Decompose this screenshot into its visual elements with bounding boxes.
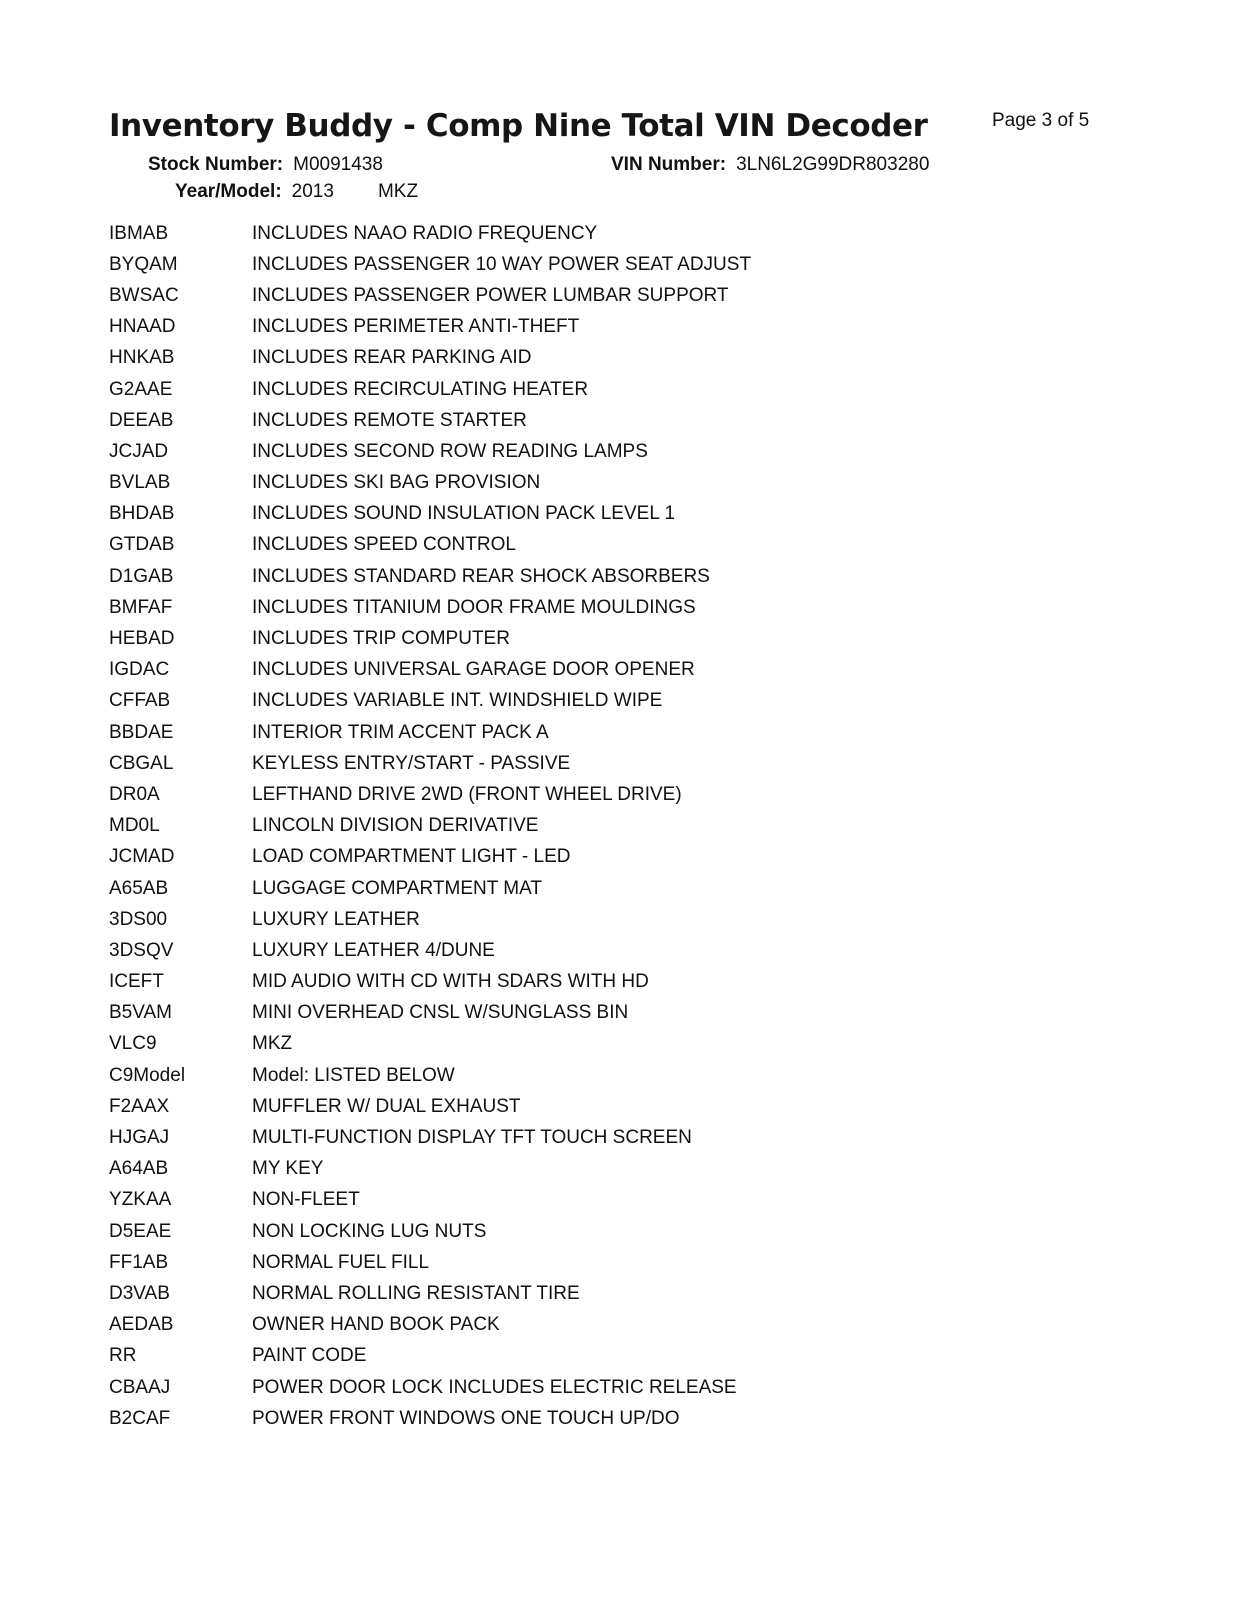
option-code: DR0A <box>109 783 160 805</box>
option-code: B2CAF <box>109 1407 171 1429</box>
option-code-row <box>109 748 751 779</box>
option-code: JCMAD <box>109 846 175 868</box>
option-code-row <box>109 436 751 467</box>
option-code-row <box>109 998 751 1029</box>
option-description: INCLUDES VARIABLE INT. WINDSHIELD WIPE <box>252 690 663 712</box>
option-code-row <box>109 1310 751 1341</box>
option-description: NORMAL FUEL FILL <box>252 1251 430 1273</box>
option-code-row <box>109 967 751 998</box>
option-description: INTERIOR TRIM ACCENT PACK A <box>252 721 549 743</box>
option-code: HEBAD <box>109 628 175 650</box>
option-code: JCJAD <box>109 440 169 462</box>
option-code-row <box>109 592 751 623</box>
option-description: INCLUDES TITANIUM DOOR FRAME MOULDINGS <box>252 596 696 618</box>
option-description: INCLUDES SPEED CONTROL <box>252 534 516 556</box>
option-code: BMFAF <box>109 596 173 618</box>
option-description: MKZ <box>252 1033 293 1055</box>
option-code-row <box>109 1029 751 1060</box>
year-model-label: Year/Model: <box>175 181 282 202</box>
option-code: HNAAD <box>109 316 176 338</box>
option-code-row <box>109 374 751 405</box>
model-value: MKZ <box>377 181 419 202</box>
option-code: IGDAC <box>109 659 170 681</box>
option-code-row <box>109 873 751 904</box>
option-code-row <box>109 686 751 717</box>
option-code: FF1AB <box>109 1251 169 1273</box>
vin-number-label: VIN Number: <box>611 154 727 175</box>
document-title: Inventory Buddy - Comp Nine Total VIN Decoder <box>109 108 928 144</box>
option-description: LINCOLN DIVISION DERIVATIVE <box>252 815 539 837</box>
option-code-row <box>109 1403 751 1434</box>
option-code: A64AB <box>109 1158 169 1180</box>
option-code: RR <box>109 1345 137 1367</box>
option-code: CBAAJ <box>109 1376 171 1398</box>
option-code-row <box>109 1278 751 1309</box>
option-description: Model: LISTED BELOW <box>252 1064 455 1086</box>
option-code-row <box>109 280 751 311</box>
option-code: AEDAB <box>109 1314 174 1336</box>
option-description: MINI OVERHEAD CNSL W/SUNGLASS BIN <box>252 1002 629 1024</box>
option-code-row <box>109 1341 751 1372</box>
option-code: D1GAB <box>109 565 174 587</box>
option-code-row <box>109 312 751 343</box>
option-description: LUXURY LEATHER 4/DUNE <box>252 939 495 961</box>
option-code-row <box>109 499 751 530</box>
stock-number-label: Stock Number: <box>148 154 284 175</box>
year-model-row <box>175 181 418 203</box>
option-code-row <box>109 904 751 935</box>
option-description: INCLUDES PERIMETER ANTI-THEFT <box>252 316 580 338</box>
option-codes-list <box>109 218 751 1434</box>
vin-number-value: 3LN6L2G99DR803280 <box>736 154 930 175</box>
option-code: F2AAX <box>109 1095 170 1117</box>
option-description: INCLUDES REMOTE STARTER <box>252 409 527 431</box>
option-code-row <box>109 1091 751 1122</box>
option-description: INCLUDES TRIP COMPUTER <box>252 628 510 650</box>
option-code-row <box>109 1122 751 1153</box>
vin-number-row <box>611 154 929 176</box>
option-description: NON-FLEET <box>252 1189 360 1211</box>
option-code-row <box>109 1154 751 1185</box>
option-code: G2AAE <box>109 378 173 400</box>
option-code: D3VAB <box>109 1282 170 1304</box>
option-description: PAINT CODE <box>252 1345 367 1367</box>
option-description: LUGGAGE COMPARTMENT MAT <box>252 877 542 899</box>
option-code-row <box>109 811 751 842</box>
option-description: MID AUDIO WITH CD WITH SDARS WITH HD <box>252 971 649 993</box>
option-description: INCLUDES STANDARD REAR SHOCK ABSORBERS <box>252 565 710 587</box>
option-description: NORMAL ROLLING RESISTANT TIRE <box>252 1282 580 1304</box>
option-description: LEFTHAND DRIVE 2WD (FRONT WHEEL DRIVE) <box>252 783 682 805</box>
option-code: BHDAB <box>109 503 175 525</box>
option-code-row <box>109 218 751 249</box>
option-code-row <box>109 468 751 499</box>
page-indicator: Page 3 of 5 <box>992 110 1090 131</box>
option-description: INCLUDES RECIRCULATING HEATER <box>252 378 589 400</box>
option-code: GTDAB <box>109 534 175 556</box>
option-code: YZKAA <box>109 1189 172 1211</box>
option-description: KEYLESS ENTRY/START - PASSIVE <box>252 752 571 774</box>
option-description: LUXURY LEATHER <box>252 908 420 930</box>
option-code-row <box>109 717 751 748</box>
option-description: INCLUDES SOUND INSULATION PACK LEVEL 1 <box>252 503 676 525</box>
option-description: INCLUDES UNIVERSAL GARAGE DOOR OPENER <box>252 659 695 681</box>
option-description: INCLUDES NAAO RADIO FREQUENCY <box>252 222 598 244</box>
option-description: INCLUDES SECOND ROW READING LAMPS <box>252 440 648 462</box>
option-code: MD0L <box>109 815 160 837</box>
option-code-row <box>109 623 751 654</box>
option-code: CFFAB <box>109 690 171 712</box>
option-description: INCLUDES PASSENGER 10 WAY POWER SEAT ADJUST <box>252 253 752 275</box>
option-description: OWNER HAND BOOK PACK <box>252 1314 500 1336</box>
option-code: 3DS00 <box>109 908 168 930</box>
option-description: LOAD COMPARTMENT LIGHT - LED <box>252 846 571 868</box>
year-value: 2013 <box>291 181 334 202</box>
option-code: BBDAE <box>109 721 174 743</box>
option-code: D5EAE <box>109 1220 172 1242</box>
option-code-row <box>109 842 751 873</box>
option-code-row <box>109 1185 751 1216</box>
option-code-row <box>109 405 751 436</box>
option-code-row <box>109 561 751 592</box>
option-code-row <box>109 779 751 810</box>
option-code-row <box>109 935 751 966</box>
option-code: BWSAC <box>109 284 179 306</box>
option-code-row <box>109 1216 751 1247</box>
option-code: VLC9 <box>109 1033 157 1055</box>
stock-number-row <box>148 154 383 176</box>
option-code: IBMAB <box>109 222 169 244</box>
option-description: MY KEY <box>252 1158 324 1180</box>
option-description: MUFFLER W/ DUAL EXHAUST <box>252 1095 521 1117</box>
stock-number-value: M0091438 <box>293 154 383 175</box>
option-code: B5VAM <box>109 1002 173 1024</box>
option-code: BVLAB <box>109 472 171 494</box>
option-code: BYQAM <box>109 253 178 275</box>
option-code: A65AB <box>109 877 169 899</box>
option-code-row <box>109 1372 751 1403</box>
option-code: 3DSQV <box>109 939 174 961</box>
option-code-row <box>109 249 751 280</box>
option-code: HJGAJ <box>109 1127 170 1149</box>
option-description: POWER FRONT WINDOWS ONE TOUCH UP/DO <box>252 1407 680 1429</box>
option-code: ICEFT <box>109 971 164 993</box>
option-description: INCLUDES REAR PARKING AID <box>252 347 532 369</box>
option-code-row <box>109 343 751 374</box>
option-code: CBGAL <box>109 752 174 774</box>
option-code-row <box>109 655 751 686</box>
option-code: DEEAB <box>109 409 174 431</box>
option-description: NON LOCKING LUG NUTS <box>252 1220 487 1242</box>
option-code: HNKAB <box>109 347 175 369</box>
option-code-row <box>109 1247 751 1278</box>
option-description: POWER DOOR LOCK INCLUDES ELECTRIC RELEASE <box>252 1376 737 1398</box>
option-description: MULTI-FUNCTION DISPLAY TFT TOUCH SCREEN <box>252 1127 692 1149</box>
option-code-row <box>109 530 751 561</box>
option-code: C9Model <box>109 1064 186 1086</box>
option-description: INCLUDES SKI BAG PROVISION <box>252 472 541 494</box>
option-code-row <box>109 1060 751 1091</box>
option-description: INCLUDES PASSENGER POWER LUMBAR SUPPORT <box>252 284 729 306</box>
